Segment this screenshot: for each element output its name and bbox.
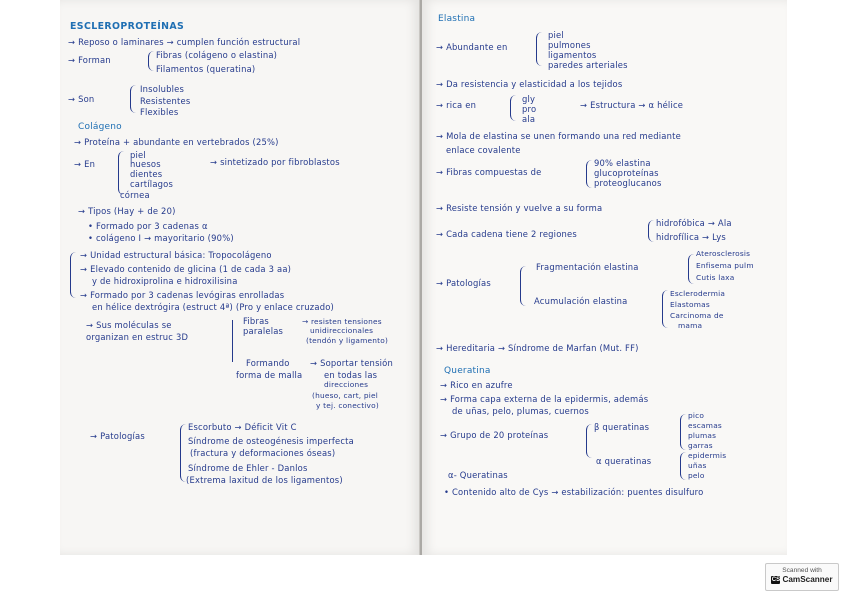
brace [70,252,77,298]
camscanner-badge [765,563,839,591]
note-line: → Fibras compuestas de [436,167,542,177]
note-line: Acumulación elastina [534,296,628,306]
note-line: • colágeno I → mayoritario (90%) [88,233,234,243]
note-line: pulmones [548,40,591,50]
note-line: Esclerodermia [670,289,726,298]
brace [680,414,687,450]
note-line: ligamentos [548,50,597,60]
section-heading: Colágeno [78,122,122,132]
note-line: Síndrome de Ehler - Danlos [188,463,308,473]
note-line: Síndrome de osteogénesis imperfecta [188,436,354,446]
note-line: organizan en estruc 3D [86,332,189,342]
note-line: → Proteína + abundante en vertebrados (25%) [74,137,279,147]
note-line: → Rico en azufre [440,380,513,390]
note-line: → rica en [436,100,477,110]
note-line: gly [522,94,536,104]
branch-line [232,320,233,362]
note-line: → Patologías [436,278,491,288]
note-line: → Unidad estructural básica: Tropocolágeno [80,250,272,260]
note-line: (fractura y deformaciones óseas) [190,448,336,458]
scan-brand-label: CamScanner [782,575,833,584]
note-line: hidrofóbica → Ala [656,218,732,228]
note-line: → Sus moléculas se [86,320,172,330]
brace [586,424,593,458]
note-line: → Forma capa externa de la epidermis, además [440,394,649,404]
note-line: piel [130,150,146,160]
note-line: pro [522,104,537,114]
note-line: ala [522,114,536,124]
notes-page-left [60,0,420,555]
note-line: → Mola de elastina se unen formando una red mediante [436,131,681,141]
note-line: enlace covalente [446,145,521,155]
note-line: de uñas, pelo, plumas, cuernos [452,406,589,416]
note-line: unidireccionales [310,326,374,335]
brace [586,160,593,188]
note-line: Fragmentación elastina [536,262,639,272]
note-line: → Grupo de 20 proteínas [440,430,549,440]
note-line: → Elevado contenido de glicina (1 de cada 3 aa) [80,264,292,274]
note-line: → Cada cadena tiene 2 regiones [436,229,577,239]
brace [130,85,137,113]
section-heading: Queratina [444,366,491,376]
note-line: plumas [688,431,717,440]
note-line: escamas [688,421,722,430]
brace [688,254,695,284]
note-line: → resisten tensiones [302,317,382,326]
note-line: • Contenido alto de Cys → estabilización: puentes disulfuro [444,487,704,497]
brace [118,151,125,195]
note-line: garras [688,441,713,450]
note-line: α queratinas [596,456,652,466]
note-line: Aterosclerosis [696,249,751,258]
note-line: Cutis laxa [696,273,735,282]
note-line: Filamentos (queratina) [156,64,256,74]
note-line: glucoproteínas [594,168,659,178]
section-heading: Elastina [438,14,476,24]
note-line: β queratinas [594,422,650,432]
note-line: → Tipos (Hay + de 20) [78,206,176,216]
note-line: Resistentes [140,96,191,106]
note-line: → Hereditaria → Síndrome de Marfan (Mut. FF) [436,343,639,353]
brace [148,51,155,71]
note-line: Fibras [243,316,269,326]
note-line: cartílagos [130,179,174,189]
page-title: ESCLEROPROTEÍNAS [70,21,185,32]
note-line: → Forman [68,55,111,65]
note-line: → Formado por 3 cadenas levógiras enrolladas [80,290,285,300]
brace [520,266,527,306]
note-line: paralelas [243,326,284,336]
note-line: direcciones [324,380,369,389]
note-line: Escorbuto → Déficit Vit C [188,422,297,432]
scan-brand [766,575,838,584]
subsection-heading: α- Queratinas [448,470,508,480]
note-line: pico [688,411,705,420]
note-line: → Patologías [90,431,145,441]
note-line: y de hidroxiprolina e hidroxilisina [92,276,238,286]
notes-page-right [422,0,787,555]
note-line: Insolubles [140,84,185,94]
note-line: paredes arteriales [548,60,628,70]
note-line: (tendón y ligamento) [306,336,389,345]
note-line: pelo [688,471,705,480]
note-line: huesos [130,159,161,169]
note-line: en hélice dextrógira (estruct 4ª) (Pro y enlace cruzado) [92,302,335,312]
note-line: Flexibles [140,107,179,117]
note-line: uñas [688,461,707,470]
note-line: (Extrema laxitud de los ligamentos) [186,475,343,485]
note-line: Fibras (colágeno o elastina) [156,50,278,60]
note-line: piel [548,30,564,40]
brace [536,32,543,66]
brace [662,290,669,328]
note-line: mama [678,321,703,330]
note-line: epidermis [688,451,727,460]
brace [648,220,655,242]
note-line: dientes [130,169,163,179]
brace [680,452,687,480]
note-line: Carcinoma de [670,311,724,320]
note-line: → Soportar tensión [310,358,393,368]
brace [510,95,517,121]
note-line: → Estructura → α hélice [580,100,684,110]
note-line: → Abundante en [436,42,508,52]
scan-caption: Scanned with [782,567,822,574]
note-line: Elastomas [670,300,710,309]
note-line: → sintetizado por fibroblastos [210,157,340,167]
note-line: → Resiste tensión y vuelve a su forma [436,203,603,213]
note-line: (hueso, cart, piel [312,391,379,400]
note-line: → Da resistencia y elasticidad a los tejidos [436,79,623,89]
note-line: → Reposo o laminares → cumplen función estructural [68,37,301,47]
note-line: → En [74,159,96,169]
note-line: y tej. conectivo) [316,401,379,410]
camscanner-icon: CS [771,576,781,583]
note-line: 90% elastina [594,158,651,168]
note-line: hidrofílica → Lys [656,232,726,242]
note-line: Enfisema pulm [696,261,754,270]
note-line: en todas las [324,370,378,380]
brace [180,424,187,482]
note-line: forma de malla [236,370,303,380]
note-line: córnea [120,190,150,200]
note-line: → Son [68,94,95,104]
note-line: proteoglucanos [594,178,662,188]
note-line: Formando [246,358,290,368]
note-line: • Formado por 3 cadenas α [88,221,208,231]
